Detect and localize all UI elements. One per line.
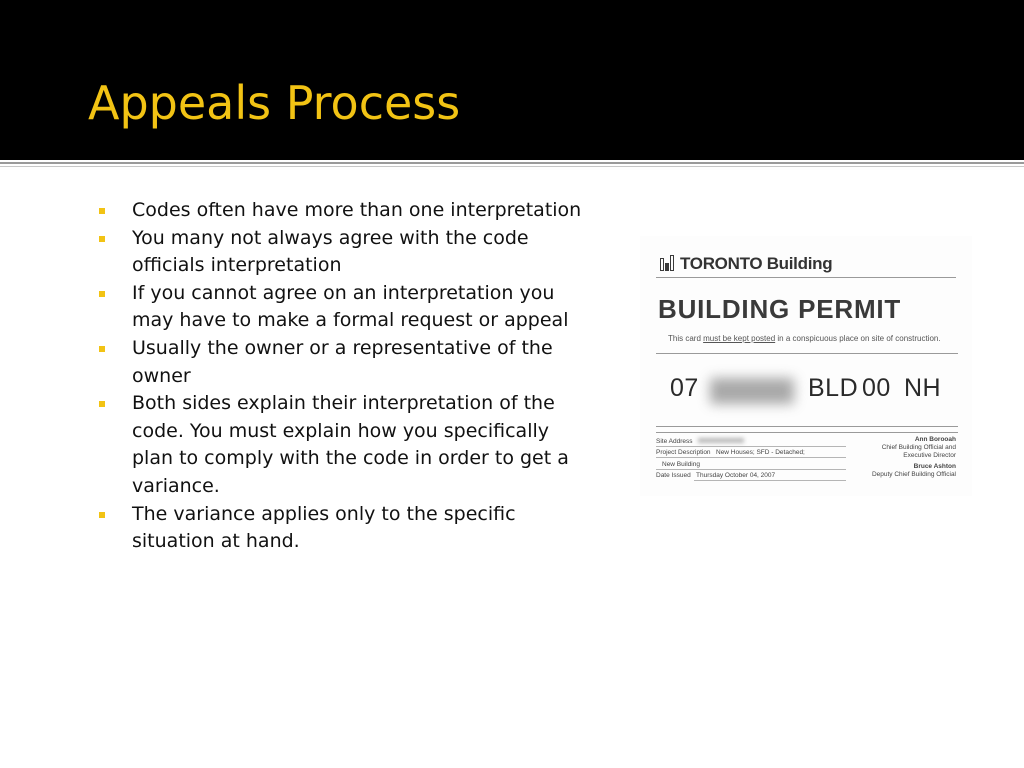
project-type-value: New Building [662,461,700,468]
official-1-title: Chief Building Official and [881,444,956,451]
redacted-permit-number [710,378,794,404]
bullet-square-icon [99,401,105,407]
bullet-item [96,335,596,390]
permit-number-prefix: 07 [670,374,699,402]
title-band [0,0,1024,160]
official-2-title: Deputy Chief Building Official [871,471,956,478]
toronto-city-hall-logo-icon [659,252,675,272]
permit-number-type: BLD [808,374,859,402]
bullet-text: Usually the owner or a representative of the owner [132,336,553,387]
form-line [694,480,846,481]
official-1-title-2: Executive Director [903,452,956,459]
permit-number-code: 00 [862,374,891,402]
form-line [656,457,846,458]
site-address-label: Site Address [656,438,693,445]
permit-divider [656,353,958,354]
official-1-name: Ann Borooah [914,436,956,443]
redacted-site-address [698,438,744,443]
bullet-item [96,280,596,335]
title-divider-thin [0,166,1024,167]
project-description-label: Project Description [656,449,711,456]
bullet-text: If you cannot agree on an interpretation you may have to make a formal request or appeal [132,281,569,332]
permit-number-class: NH [904,374,942,402]
permit-divider [656,277,956,278]
bullet-square-icon [99,346,105,352]
date-issued-label: Date Issued [656,472,691,479]
bullet-square-icon [99,208,105,214]
form-line [656,446,846,447]
permit-notice: This card must be kept posted in a conspicuous place on site of construction. [668,334,941,343]
date-issued-value: Thursday October 04, 2007 [696,472,776,479]
bullet-item [96,225,596,280]
bullet-item [96,501,596,556]
bullet-square-icon [99,291,105,297]
title-divider [0,162,1024,164]
toronto-building-logo: TORONTO Building [680,254,833,273]
permit-divider [656,426,958,427]
bullet-square-icon [99,512,105,518]
project-description-value: New Houses; SFD - Detached; [716,449,805,456]
official-2-name: Bruce Ashton [913,463,956,470]
bullet-item [96,197,596,225]
bullet-text: Both sides explain their interpretation of the code. You must explain how you specifically plan to comply with the code in order to get a variance. [132,392,569,497]
slide-title: Appeals Process [88,76,461,130]
bullet-text: Codes often have more than one interpretation [132,199,582,221]
bullet-text: You many not always agree with the code officials interpretation [132,226,529,277]
building-permit-image [640,236,972,496]
bullet-square-icon [99,236,105,242]
form-line [656,469,846,470]
permit-heading: BUILDING PERMIT [658,294,902,324]
bullet-text: The variance applies only to the specific situation at hand. [132,502,516,553]
permit-divider [656,432,958,433]
bullet-item [96,390,596,500]
bullet-list [96,197,596,556]
